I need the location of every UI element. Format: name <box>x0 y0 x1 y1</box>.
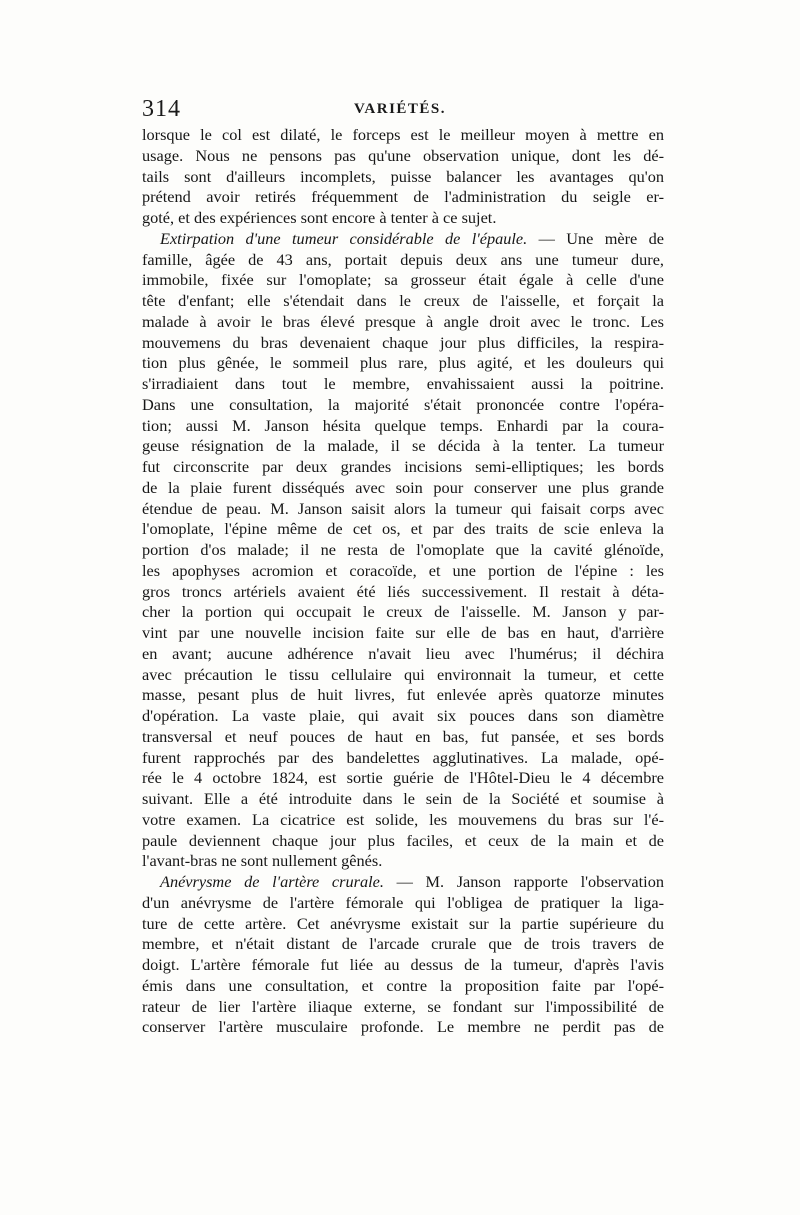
text-line: émis dans une consultation, et contre la proposition faite par l'opé- <box>142 975 664 995</box>
paragraph <box>142 229 664 872</box>
paragraph-heading-line <box>142 229 664 250</box>
text-line: conserver l'artère musculaire profonde. Le membre ne perdit pas de <box>142 1017 664 1037</box>
text-line: masse, pesant plus de huit livres, fut enlevée après quatorze minutes <box>142 685 664 705</box>
paragraph <box>142 125 664 229</box>
text-line: geuse résignation de la malade, il se décida à la tenter. La tumeur <box>142 436 664 456</box>
running-head: VARIÉTÉS. <box>354 101 447 117</box>
text-line: paule deviennent chaque jour plus faciles, et ceux de la main et de <box>142 830 664 850</box>
text-line: tête d'enfant; elle s'étendait dans le creux de l'aisselle, et forçait la <box>142 291 664 310</box>
text-line: en avant; aucune adhérence n'avait lieu avec l'humérus; il déchira <box>142 643 664 663</box>
text-line: doigt. L'artère fémorale fut liée au dessus de la tumeur, d'après l'avis <box>142 955 664 974</box>
section-heading: Anévrysme de l'artère crurale. <box>160 872 384 891</box>
page-header <box>142 96 664 126</box>
text-line: votre examen. La cicatrice est solide, les mouvemens du bras sur l'é- <box>142 809 664 829</box>
text-line: suivant. Elle a été introduite dans le sein de la Société et soumise à <box>142 789 664 808</box>
text-line: cher la portion qui occupait le creux de l'aisselle. M. Janson y par- <box>142 602 664 622</box>
text-line: portion d'os malade; il ne resta de l'omoplate que la cavité glénoïde, <box>142 540 664 559</box>
text-line: fut circonscrite par deux grandes incisions semi-elliptiques; les bords <box>142 457 664 476</box>
text-line: tails sont d'ailleurs incomplets, puisse balancer les avantages qu'on <box>142 166 664 186</box>
body-text <box>142 125 664 1038</box>
text-line: l'avant-bras ne sont nullement gênés. <box>142 851 383 871</box>
text-line: gros troncs artériels avaient été liés successivement. Il restait à déta- <box>142 581 664 601</box>
text-line: rateur de lier l'artère iliaque externe, se fondant sur l'impossibilité de <box>142 996 664 1016</box>
text-line: d'opération. La vaste plaie, qui avait six pouces dans son diamètre <box>142 706 664 725</box>
text-line: de la plaie furent disséqués avec soin pour conserver une plus grande <box>142 477 664 497</box>
text-line: avec précaution le tissu cellulaire qui environnait la tumeur, et cette <box>142 664 664 684</box>
text-line: ture de cette artère. Cet anévrysme existait sur la partie supérieure du <box>142 913 664 933</box>
text-line: famille, âgée de 43 ans, portait depuis deux ans une tumeur dure, <box>142 249 664 269</box>
text-line: s'irradiaient dans tout le membre, envahissaient aussi la poitrine. <box>142 374 664 393</box>
page-number: 314 <box>142 96 181 122</box>
paragraph-heading-line <box>142 872 664 893</box>
text-line: prétend avoir retirés fréquemment de l'administration du seigle er- <box>142 187 664 207</box>
text-line: furent rapprochés par des bandelettes agglutinatives. La malade, opé- <box>142 747 664 767</box>
heading-line-text: — M. Janson rapporte l'observation <box>383 872 664 891</box>
text-line: l'omoplate, l'épine même de cet os, et par des traits de scie enleva la <box>142 519 664 539</box>
heading-line-text: — Une mère de <box>527 228 665 248</box>
text-line: d'un anévrysme de l'artère fémorale qui l'obligea de pratiquer la liga- <box>142 892 664 912</box>
text-line: tion; aussi M. Janson hésita quelque temps. Enhardi par la coura- <box>142 415 664 435</box>
text-line: les apophyses acromion et coracoïde, et une portion de l'épine : les <box>142 560 664 580</box>
paragraph <box>142 872 664 1038</box>
text-line: mouvemens du bras devenaient chaque jour plus difficiles, la respira- <box>142 332 664 352</box>
section-heading: Extirpation d'une tumeur considérable de l'épaule. <box>160 228 528 248</box>
text-line: étendue de peau. M. Janson saisit alors la tumeur qui faisait corps avec <box>142 498 664 518</box>
text-line: lorsque le col est dilaté, le forceps est le meilleur moyen à mettre en <box>142 125 664 144</box>
text-line: usage. Nous ne pensons pas qu'une observation unique, dont les dé- <box>142 145 664 165</box>
text-line: immobile, fixée sur l'omoplate; sa grosseur était égale à celle d'une <box>142 270 664 290</box>
text-line: transversal et neuf pouces de haut en bas, fut pansée, et ses bords <box>142 726 664 746</box>
text-line: goté, et des expériences sont encore à tenter à ce sujet. <box>142 208 497 227</box>
text-line: Dans une consultation, la majorité s'était prononcée contre l'opéra- <box>142 394 664 414</box>
text-line: membre, et n'était distant de l'arcade crurale que de trois travers de <box>142 934 664 954</box>
text-line: tion plus gênée, le sommeil plus rare, plus agité, et les douleurs qui <box>142 353 664 373</box>
text-line: malade à avoir le bras élevé presque à angle droit avec le tronc. Les <box>142 311 664 331</box>
text-line: rée le 4 octobre 1824, est sortie guérie de l'Hôtel-Dieu le 4 décembre <box>142 768 664 788</box>
text-line: vint par une nouvelle incision faite sur elle de bas en haut, d'arrière <box>142 623 664 642</box>
